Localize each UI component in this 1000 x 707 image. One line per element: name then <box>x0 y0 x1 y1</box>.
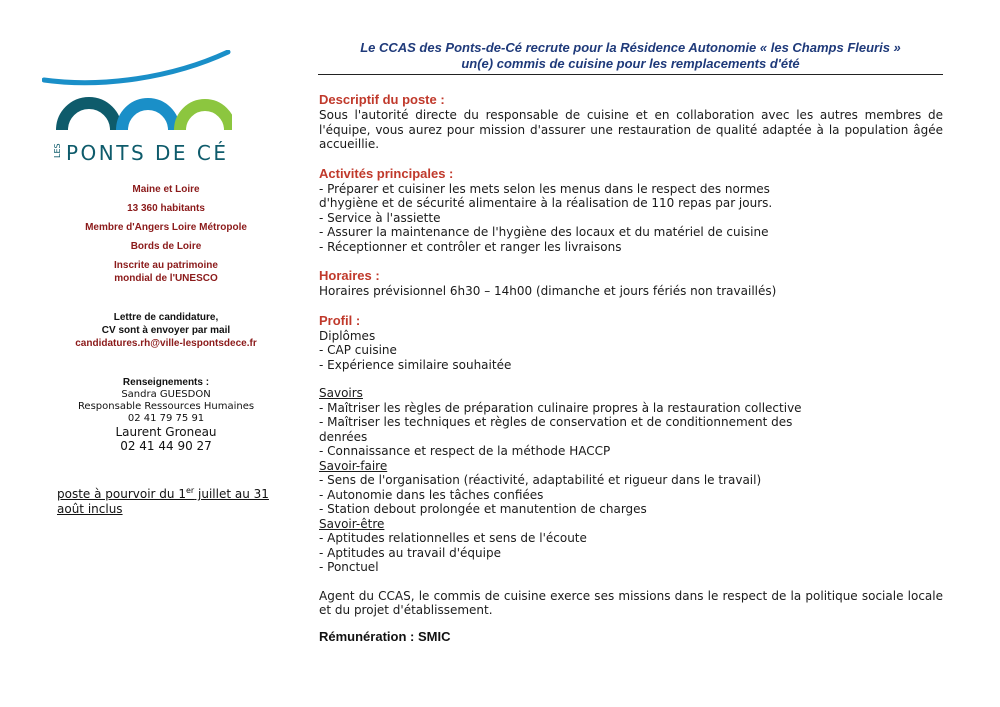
period-sup: er <box>185 486 195 495</box>
title-divider <box>318 74 943 75</box>
application-line-2: CV sont à envoyer par mail <box>101 325 231 336</box>
title-line-1: Le CCAS des Ponts-de-Cé recrute pour la Résidence Autonomie « les Champs Fleuris » <box>360 40 901 55</box>
application-info <box>50 311 282 350</box>
title-line-2: un(e) commis de cuisine pour les remplacements d'été <box>461 56 800 71</box>
descriptif-heading: Descriptif du poste : <box>319 92 445 107</box>
savoir-faire-item: - Autonomie dans les tâches confiées <box>319 487 544 502</box>
contact1-phone: 02 41 79 75 91 <box>127 413 205 424</box>
city-logo <box>42 50 232 165</box>
application-email-link[interactable]: candidatures.rh@ville-lespontsdece.fr <box>75 338 257 349</box>
activites-item: - Assurer la maintenance de l'hygiène des locaux et du matériel de cuisine <box>319 225 769 239</box>
logo-les-text: LES <box>53 143 62 158</box>
savoir-faire-heading: Savoir-faire <box>319 458 388 473</box>
profil-item: Diplômes <box>319 328 376 343</box>
position-period <box>57 483 287 517</box>
profil-heading: Profil : <box>319 312 361 328</box>
page-title <box>318 40 943 72</box>
period-end: juillet au 31 août inclus <box>57 487 269 516</box>
contact-title: Renseignements : <box>122 377 210 388</box>
logo-name-text: PONTS DE CÉ <box>66 141 226 165</box>
activites-item: d'hygiène et de sécurité alimentaire à la réalisation de 110 repas par jours. <box>319 196 773 210</box>
sidebar-loire: Bords de Loire <box>130 241 202 252</box>
savoirs-item: denrées <box>319 429 368 444</box>
agent-text: Agent du CCAS, le commis de cuisine exerce ses missions dans le respect de la politique sociale locale et du projet d'établissement. <box>319 588 943 617</box>
remuneration: Rémunération : SMIC <box>319 628 451 644</box>
sidebar-unesco-1: Inscrite au patrimoine <box>114 260 218 271</box>
savoir-faire-item: - Station debout prolongée et manutention de charges <box>319 502 647 516</box>
savoirs-item: - Connaissance et respect de la méthode HACCP <box>319 444 611 458</box>
application-line-1: Lettre de candidature, <box>113 312 219 323</box>
savoirs-heading: Savoirs <box>319 386 363 400</box>
savoir-etre-item: - Ponctuel <box>319 560 379 574</box>
activites-item: - Réceptionner et contrôler et ranger les livraisons <box>319 239 622 254</box>
city-logo-graphic <box>42 50 232 165</box>
contact1-role: Responsable Ressources Humaines <box>77 401 255 412</box>
sidebar-metropole: Membre d'Angers Loire Métropole <box>85 222 247 233</box>
horaires-heading: Horaires : <box>319 268 380 283</box>
contact2-phone: 02 41 44 90 27 <box>120 439 212 453</box>
sidebar-unesco-2: mondial de l'UNESCO <box>114 273 218 284</box>
savoirs-item: - Maîtriser les règles de préparation culinaire propres à la restauration collective <box>319 400 802 415</box>
contact2-name: Laurent Groneau <box>115 425 217 439</box>
sidebar-region: Maine et Loire <box>132 184 200 195</box>
period-start: poste à pourvoir du 1 <box>57 487 186 501</box>
activites-heading: Activités principales : <box>319 165 454 181</box>
savoir-etre-heading: Savoir-être <box>319 516 385 531</box>
activites-item: - Service à l'assiette <box>319 210 441 225</box>
profil-item: - CAP cuisine <box>319 343 397 357</box>
sidebar-population: 13 360 habitants <box>127 203 205 214</box>
savoir-etre-item: - Aptitudes relationnelles et sens de l'écoute <box>319 531 587 545</box>
contact1-name: Sandra GUESDON <box>121 389 211 400</box>
savoirs-item: - Maîtriser les techniques et règles de conservation et de conditionnement des <box>319 415 793 429</box>
savoir-etre-item: - Aptitudes au travail d'équipe <box>319 545 501 560</box>
job-description <box>319 92 943 644</box>
horaires-text: Horaires prévisionnel 6h30 – 14h00 (dimanche et jours fériés non travaillés) <box>319 284 777 298</box>
activites-item: - Préparer et cuisiner les mets selon les menus dans le respect des normes <box>319 181 770 196</box>
savoir-faire-item: - Sens de l'organisation (réactivité, adaptabilité et rigueur dans le travail) <box>319 473 762 487</box>
descriptif-text: Sous l'autorité directe du responsable de cuisine et en collaboration avec les autres membres de l'équipe, vous aurez pour mission d'assurer une restauration de qualité adaptée à la population âgée accueillie. <box>319 108 943 151</box>
sidebar <box>50 183 282 453</box>
profil-item: - Expérience similaire souhaitée <box>319 357 512 372</box>
contact-info <box>50 376 282 453</box>
